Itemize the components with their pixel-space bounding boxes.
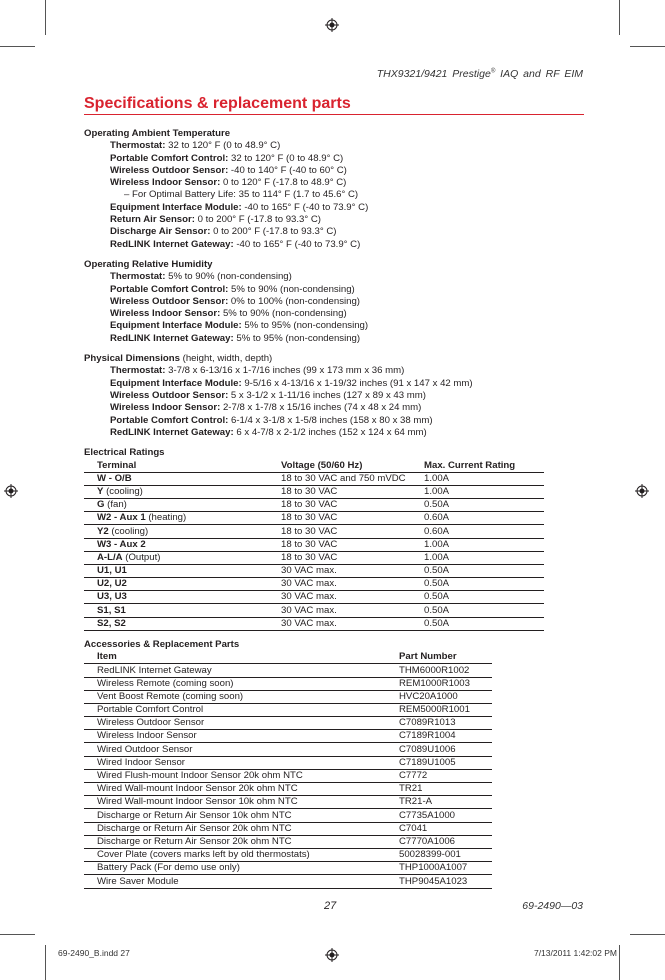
- current-cell: 0.60A: [424, 525, 544, 538]
- table-row: [84, 498, 544, 511]
- voltage-cell: 18 to 30 VAC: [281, 512, 424, 525]
- current-cell: 0.50A: [424, 564, 544, 577]
- table-row: [84, 862, 492, 875]
- spec-content: [84, 128, 584, 889]
- electrical-heading: Electrical Ratings: [84, 447, 165, 459]
- part-number-cell: C7089R1013: [399, 717, 492, 730]
- current-cell: 1.00A: [424, 472, 544, 485]
- part-number-cell: THM6000R1002: [399, 664, 492, 677]
- terminal-cell: U3, U3: [84, 591, 281, 604]
- column-header: Voltage (50/60 Hz): [281, 459, 424, 472]
- column-header: Part Number: [399, 651, 492, 664]
- table-row: [84, 875, 492, 888]
- item-cell: Wired Wall-mount Indoor Sensor 10k ohm NTC: [84, 796, 399, 809]
- voltage-cell: 18 to 30 VAC: [281, 538, 424, 551]
- accessories-heading: Accessories & Replacement Parts: [84, 638, 240, 650]
- item-cell: Wired Flush-mount Indoor Sensor 20k ohm NTC: [84, 769, 399, 782]
- humidity-heading: Operating Relative Humidity: [84, 258, 213, 270]
- voltage-cell: 30 VAC max.: [281, 604, 424, 617]
- registration-mark-icon: [325, 18, 339, 32]
- terminal-cell: G (fan): [84, 498, 281, 511]
- column-header: Item: [84, 651, 399, 664]
- registration-mark-icon: [325, 948, 339, 962]
- voltage-cell: 30 VAC max.: [281, 578, 424, 591]
- crop-mark: [0, 46, 35, 47]
- current-cell: 0.60A: [424, 512, 544, 525]
- item-cell: Wired Outdoor Sensor: [84, 743, 399, 756]
- part-number-cell: HVC20A1000: [399, 690, 492, 703]
- ambient-spec-row: Discharge Air Sensor: 0 to 200° F (-17.8 to 93.3° C): [110, 226, 337, 238]
- item-cell: Cover Plate (covers marks left by old thermostats): [84, 848, 399, 861]
- ambient-spec-row: Wireless Indoor Sensor: 0 to 120° F (-17.8 to 48.9° C): [110, 177, 347, 189]
- page-number: 27: [324, 900, 337, 912]
- terminal-cell: W3 - Aux 2: [84, 538, 281, 551]
- dimension-spec-row: Wireless Outdoor Sensor: 5 x 3-1/2 x 1-11/16 inches (127 x 89 x 43 mm): [110, 389, 426, 401]
- crop-mark: [619, 0, 620, 35]
- table-row: [84, 472, 544, 485]
- table-row: [84, 783, 492, 796]
- part-number-cell: C7189U1005: [399, 756, 492, 769]
- part-number-cell: C7770A1006: [399, 835, 492, 848]
- part-number-cell: TR21-A: [399, 796, 492, 809]
- table-row: [84, 848, 492, 861]
- dimension-spec-row: RedLINK Internet Gateway: 6 x 4-7/8 x 2-1/2 inches (152 x 124 x 64 mm): [110, 426, 427, 438]
- voltage-cell: 30 VAC max.: [281, 591, 424, 604]
- item-cell: RedLINK Internet Gateway: [84, 664, 399, 677]
- table-row: [84, 835, 492, 848]
- crop-mark: [45, 0, 46, 35]
- table-row: [84, 512, 544, 525]
- terminal-cell: U2, U2: [84, 578, 281, 591]
- current-cell: 1.00A: [424, 538, 544, 551]
- item-cell: Discharge or Return Air Sensor 20k ohm NTC: [84, 822, 399, 835]
- ambient-spec-row: Wireless Outdoor Sensor: -40 to 140° F (-40 to 60° C): [110, 164, 347, 176]
- current-cell: 0.50A: [424, 617, 544, 630]
- voltage-cell: 30 VAC max.: [281, 564, 424, 577]
- part-number-cell: THP1000A1007: [399, 862, 492, 875]
- column-header: Max. Current Rating: [424, 459, 544, 472]
- slug-file: 69-2490_B.indd 27: [58, 948, 130, 958]
- table-row: [84, 538, 544, 551]
- part-number-cell: C7735A1000: [399, 809, 492, 822]
- table-header-row: [84, 459, 544, 472]
- crop-mark: [630, 934, 665, 935]
- item-cell: Vent Boost Remote (coming soon): [84, 690, 399, 703]
- part-number-cell: C7041: [399, 822, 492, 835]
- table-row: [84, 564, 544, 577]
- running-header: THX9321/9421 Prestige® IAQ and RF EIM: [376, 68, 583, 80]
- voltage-cell: 18 to 30 VAC: [281, 551, 424, 564]
- terminal-cell: Y (cooling): [84, 485, 281, 498]
- terminal-cell: S2, S2: [84, 617, 281, 630]
- accessories-table: [84, 651, 492, 888]
- terminal-cell: S1, S1: [84, 604, 281, 617]
- dimension-spec-row: Equipment Interface Module: 9-5/16 x 4-13/16 x 1-19/32 inches (91 x 147 x 42 mm): [110, 377, 473, 389]
- table-row: [84, 664, 492, 677]
- column-header: Terminal: [84, 459, 281, 472]
- item-cell: Discharge or Return Air Sensor 10k ohm NTC: [84, 809, 399, 822]
- document-number: 69-2490—03: [522, 900, 583, 912]
- dimensions-heading: Physical Dimensions (height, width, depth): [84, 353, 273, 365]
- dimension-spec-row: Portable Comfort Control: 6-1/4 x 3-1/8 x 1-5/8 inches (158 x 80 x 38 mm): [110, 414, 433, 426]
- table-row: [84, 551, 544, 564]
- battery-note: – For Optimal Battery Life: 35 to 114° F (1.7 to 45.6° C): [124, 189, 359, 201]
- dimension-spec-row: Wireless Indoor Sensor: 2-7/8 x 1-7/8 x 15/16 inches (74 x 48 x 24 mm): [110, 402, 422, 414]
- table-header-row: [84, 651, 492, 664]
- table-row: [84, 703, 492, 716]
- table-row: [84, 591, 544, 604]
- table-row: [84, 485, 544, 498]
- registration-mark-icon: [4, 484, 18, 498]
- slug-date: 7/13/2011 1:42:02 PM: [533, 948, 617, 958]
- crop-mark: [45, 945, 46, 980]
- part-number-cell: REM1000R1003: [399, 677, 492, 690]
- voltage-cell: 18 to 30 VAC: [281, 498, 424, 511]
- voltage-cell: 18 to 30 VAC: [281, 485, 424, 498]
- table-row: [84, 677, 492, 690]
- item-cell: Wireless Outdoor Sensor: [84, 717, 399, 730]
- item-cell: Portable Comfort Control: [84, 703, 399, 716]
- terminal-cell: U1, U1: [84, 564, 281, 577]
- item-cell: Discharge or Return Air Sensor 20k ohm NTC: [84, 835, 399, 848]
- part-number-cell: C7089U1006: [399, 743, 492, 756]
- electrical-table: [84, 459, 544, 630]
- humidity-spec-row: Portable Comfort Control: 5% to 90% (non-condensing): [110, 283, 355, 295]
- table-row: [84, 730, 492, 743]
- crop-mark: [619, 945, 620, 980]
- current-cell: 1.00A: [424, 551, 544, 564]
- humidity-spec-row: Wireless Indoor Sensor: 5% to 90% (non-condensing): [110, 308, 347, 320]
- item-cell: Wireless Remote (coming soon): [84, 677, 399, 690]
- table-row: [84, 756, 492, 769]
- current-cell: 1.00A: [424, 485, 544, 498]
- part-number-cell: C7772: [399, 769, 492, 782]
- item-cell: Wire Saver Module: [84, 875, 399, 888]
- ambient-spec-row: RedLINK Internet Gateway: -40 to 165° F (-40 to 73.9° C): [110, 238, 361, 250]
- current-cell: 0.50A: [424, 498, 544, 511]
- part-number-cell: TR21: [399, 783, 492, 796]
- table-row: [84, 690, 492, 703]
- terminal-cell: W - O/B: [84, 472, 281, 485]
- table-row: [84, 769, 492, 782]
- humidity-spec-row: Thermostat: 5% to 90% (non-condensing): [110, 271, 292, 283]
- item-cell: Wired Indoor Sensor: [84, 756, 399, 769]
- ambient-spec-row: Portable Comfort Control: 32 to 120° F (0 to 48.9° C): [110, 152, 344, 164]
- crop-mark: [630, 46, 665, 47]
- table-row: [84, 525, 544, 538]
- ambient-heading: Operating Ambient Temperature: [84, 128, 231, 139]
- voltage-cell: 30 VAC max.: [281, 617, 424, 630]
- page-title: Specifications & replacement parts: [84, 95, 351, 112]
- terminal-cell: Y2 (cooling): [84, 525, 281, 538]
- part-number-cell: THP9045A1023: [399, 875, 492, 888]
- current-cell: 0.50A: [424, 604, 544, 617]
- part-number-cell: C7189R1004: [399, 730, 492, 743]
- item-cell: Wired Wall-mount Indoor Sensor 20k ohm NTC: [84, 783, 399, 796]
- table-row: [84, 578, 544, 591]
- ambient-spec-row: Equipment Interface Module: -40 to 165° F (-40 to 73.9° C): [110, 201, 369, 213]
- voltage-cell: 18 to 30 VAC and 750 mVDC: [281, 472, 424, 485]
- ambient-spec-row: Thermostat: 32 to 120° F (0 to 48.9° C): [110, 140, 281, 152]
- current-cell: 0.50A: [424, 578, 544, 591]
- table-row: [84, 717, 492, 730]
- humidity-spec-row: RedLINK Internet Gateway: 5% to 95% (non-condensing): [110, 332, 361, 344]
- item-cell: Battery Pack (For demo use only): [84, 862, 399, 875]
- humidity-spec-row: Equipment Interface Module: 5% to 95% (non-condensing): [110, 320, 369, 332]
- table-row: [84, 822, 492, 835]
- registration-mark-icon: [635, 484, 649, 498]
- table-row: [84, 617, 544, 630]
- item-cell: Wireless Indoor Sensor: [84, 730, 399, 743]
- dimension-spec-row: Thermostat: 3-7/8 x 6-13/16 x 1-7/16 inches (99 x 173 mm x 36 mm): [110, 365, 405, 377]
- title-rule: [84, 114, 584, 115]
- crop-mark: [0, 934, 35, 935]
- terminal-cell: W2 - Aux 1 (heating): [84, 512, 281, 525]
- ambient-spec-row: Return Air Sensor: 0 to 200° F (-17.8 to 93.3° C): [110, 214, 321, 226]
- table-row: [84, 604, 544, 617]
- current-cell: 0.50A: [424, 591, 544, 604]
- table-row: [84, 809, 492, 822]
- part-number-cell: 50028399-001: [399, 848, 492, 861]
- humidity-spec-row: Wireless Outdoor Sensor: 0% to 100% (non-condensing): [110, 295, 360, 307]
- table-row: [84, 796, 492, 809]
- voltage-cell: 18 to 30 VAC: [281, 525, 424, 538]
- terminal-cell: A-L/A (Output): [84, 551, 281, 564]
- table-row: [84, 743, 492, 756]
- part-number-cell: REM5000R1001: [399, 703, 492, 716]
